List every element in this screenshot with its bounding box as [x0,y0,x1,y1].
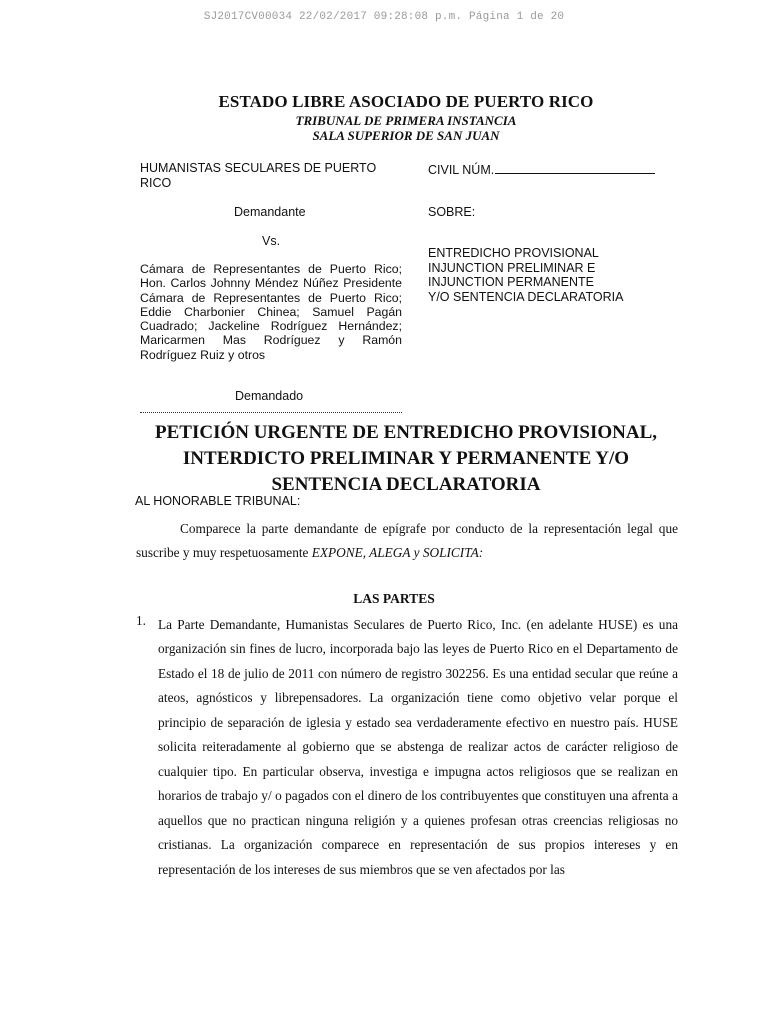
paragraph-number: 1. [136,613,146,628]
plaintiff-name: HUMANISTAS SECULARES DE PUERTO RICO [140,161,377,190]
versus-label: Vs. [262,234,281,248]
intro-emphasis: EXPONE, ALEGA y SOLICITA: [311,545,484,560]
parties-paragraph: La Parte Demandante, Humanistas Seculares de Puerto Rico, Inc. (en adelante HUSE) es una organización sin fines de lucro, incorporada bajo las leyes de Puerto Rico en el Departamento de Estado el 18 de julio de 2011 con número de registro 302256. Es una entidad secular que reúne a ateos, agnósticos y librepensadores. La organización tiene como objetivo velar porque el principio de separación de iglesia y estado sea verdaderamente efectivo en nuestro país. HUSE solicita reiteradamente al gobierno que se abstenga de realizar actos de carácter religioso de cualquier tipo. En particular observa, investiga e impugna actos religiosos que se realizan en horarios de trabajo y/ o pagados con el dinero de los contribuyentes que constituyen una afrenta a aquellos que no practican ninguna religión y a quienes profesan otras creencias religiosas no cristianas. La organización comparece en representación de sus propios intereses y en representación de los intereses de sus miembros que se ven afectados por las [158,617,678,877]
civil-number-blank [495,161,655,174]
remedy-line: Y/O SENTENCIA DECLARATORIA [428,289,624,304]
filing-stamp: SJ2017CV00034 22/02/2017 09:28:08 p.m. Página 1 de 20 [203,11,565,23]
court-venue-heading: SALA SUPERIOR DE SAN JUAN [312,128,500,143]
title-line: PETICIÓN URGENTE DE ENTREDICHO PROVISIONAL, [155,422,657,443]
civil-number-field [428,161,655,177]
petition-title [0,420,768,498]
sobre-label: SOBRE: [428,205,476,219]
salutation: AL HONORABLE TRIBUNAL: [135,494,301,508]
remedy-line: ENTREDICHO PROVISIONAL [428,246,599,260]
defendant-role: Demandado [235,389,304,403]
plaintiff-role: Demandante [234,205,306,219]
remedy-block [428,246,688,304]
intro-text: Comparece la parte demandante de epígrafe por conducto de la representación legal que suscribe y muy respetuosamente [136,521,678,560]
remedy-line: INJUNCTION PRELIMINAR E [428,260,596,275]
title-line: INTERDICTO PRELIMINAR Y PERMANENTE Y/O [182,448,630,469]
civil-number-label: CIVIL NÚM. [428,163,495,177]
section-heading: LAS PARTES [353,591,435,606]
court-name-heading: TRIBUNAL DE PRIMERA INSTANCIA [295,113,517,128]
remedy-line: INJUNCTION PERMANENTE [428,275,594,290]
caption-divider [140,412,402,413]
intro-paragraph [136,517,678,565]
title-line: SENTENCIA DECLARATORIA [271,474,541,495]
court-jurisdiction-heading: ESTADO LIBRE ASOCIADO DE PUERTO RICO [218,92,594,111]
defendants-list: Cámara de Representantes de Puerto Rico; Hon. Carlos Johnny Méndez Núñez Presidente Cámara de Representantes de Puerto Rico; Eddie Charbonier Chinea; Samuel Pagán Cuadrado; Jackeline Rodríguez Hernández; Maricarmen Mas Rodríguez y Ramón Rodríguez Ruiz y otros [140,262,402,362]
